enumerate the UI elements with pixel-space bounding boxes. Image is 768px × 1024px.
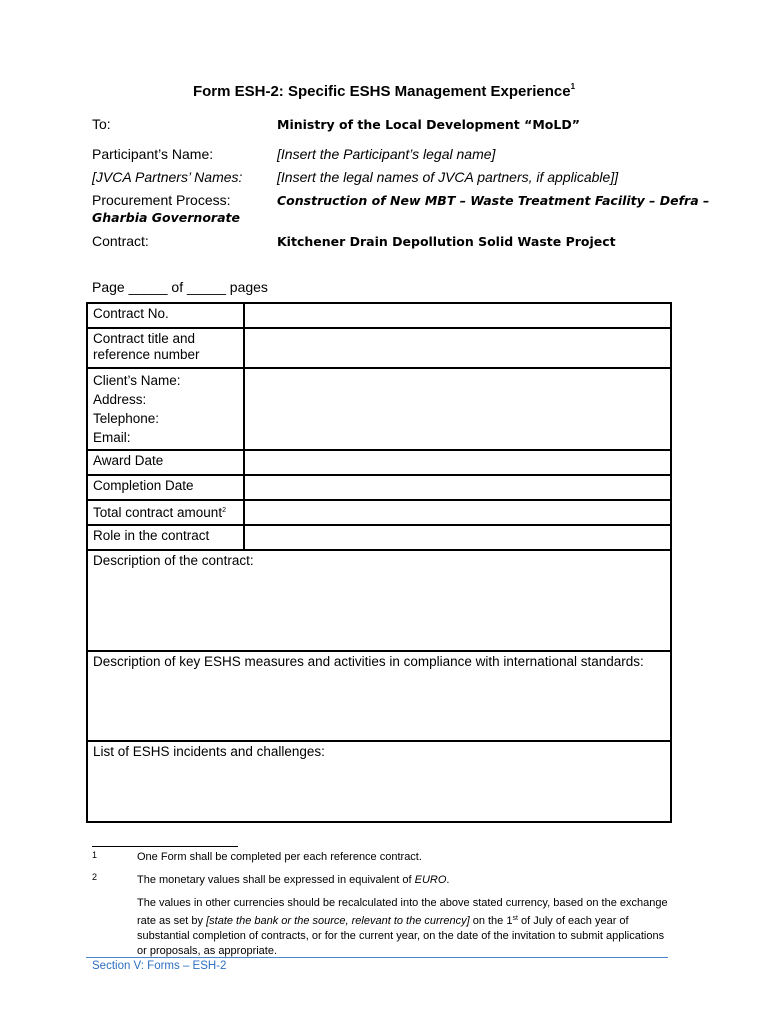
experience-table [86,302,672,823]
client-details-field[interactable] [244,368,671,450]
to-label: To: [92,116,111,132]
contract-label: Contract: [92,233,149,249]
title-footnote-ref: 1 [570,82,576,91]
contract-no-field[interactable] [244,303,671,328]
total-amount-field[interactable] [244,500,671,525]
email-label: Email: [93,430,131,445]
footnote-2-paragraph: The values in other currencies should be recalculated into the above stated currency, based on the exchange rate as set by [state the bank or the source, relevant to the currency] on the 1st of July of each year of substantial completion of contracts, or for the current year, on the date of the invitation to submit applications or proposals, as appropriate. [137,897,668,957]
jvca-value: [Insert the legal names of JVCA partners, if applicable]] [277,169,619,185]
procurement-value: Construction of New MBT – Waste Treatment Facility – Defra – [277,193,710,208]
footnote-2-text: The monetary values shall be expressed in equivalent of EURO. [137,874,450,886]
form-title: Form ESH-2: Specific ESHS Management Experience$^1$ [192,82,576,100]
eshs-measures-label: Description of key ESHS measures and activities in compliance with international standards: [93,654,644,669]
role-label: Role in the contract [87,525,244,550]
award-date-label: Award Date [87,450,244,475]
page-footer: Section V: Forms – ESH-2 [92,960,227,972]
client-name-label: Client’s Name: [93,373,181,388]
procurement-label: Procurement Process: [92,192,231,208]
total-amount-footnote-ref: 2 [222,507,226,514]
contract-title-label: Contract title and reference number [87,328,244,368]
completion-date-field[interactable] [244,475,671,500]
footnote-2-mark: 2 [92,872,98,882]
contract-no-label: Contract No. [87,303,244,328]
total-amount-label: Total contract amount$^2$ [87,500,244,525]
participant-label: Participant’s Name: [92,146,214,162]
eshs-incidents-label: List of ESHS incidents and challenges: [93,744,325,759]
contract-value: Kitchener Drain Depollution Solid Waste Project [277,234,616,249]
footnote-separator [92,846,238,847]
contract-description-cell[interactable] [87,550,671,651]
procurement-value-cont: Gharbia Governorate [92,210,240,225]
participant-value: [Insert the Participant’s legal name] [277,146,496,162]
completion-date-label: Completion Date [87,475,244,500]
footer-rule [86,957,668,958]
jvca-label: [JVCA Partners’ Names: [92,169,243,185]
contract-description-label: Description of the contract: [93,553,254,568]
eshs-incidents-cell[interactable] [87,741,671,822]
footnote-1-mark: 1 [92,850,98,860]
footnote-1-text: One Form shall be completed per each reference contract. [137,851,422,863]
role-field[interactable] [244,525,671,550]
address-label: Address: [93,392,147,407]
eshs-measures-cell[interactable] [87,651,671,741]
award-date-field[interactable] [244,450,671,475]
client-details-label [87,368,244,450]
to-value: Ministry of the Local Development “MoLD” [277,117,580,132]
telephone-label: Telephone: [93,411,160,426]
contract-title-field[interactable] [244,328,671,368]
page-count-line: Page _____ of _____ pages [92,279,268,295]
